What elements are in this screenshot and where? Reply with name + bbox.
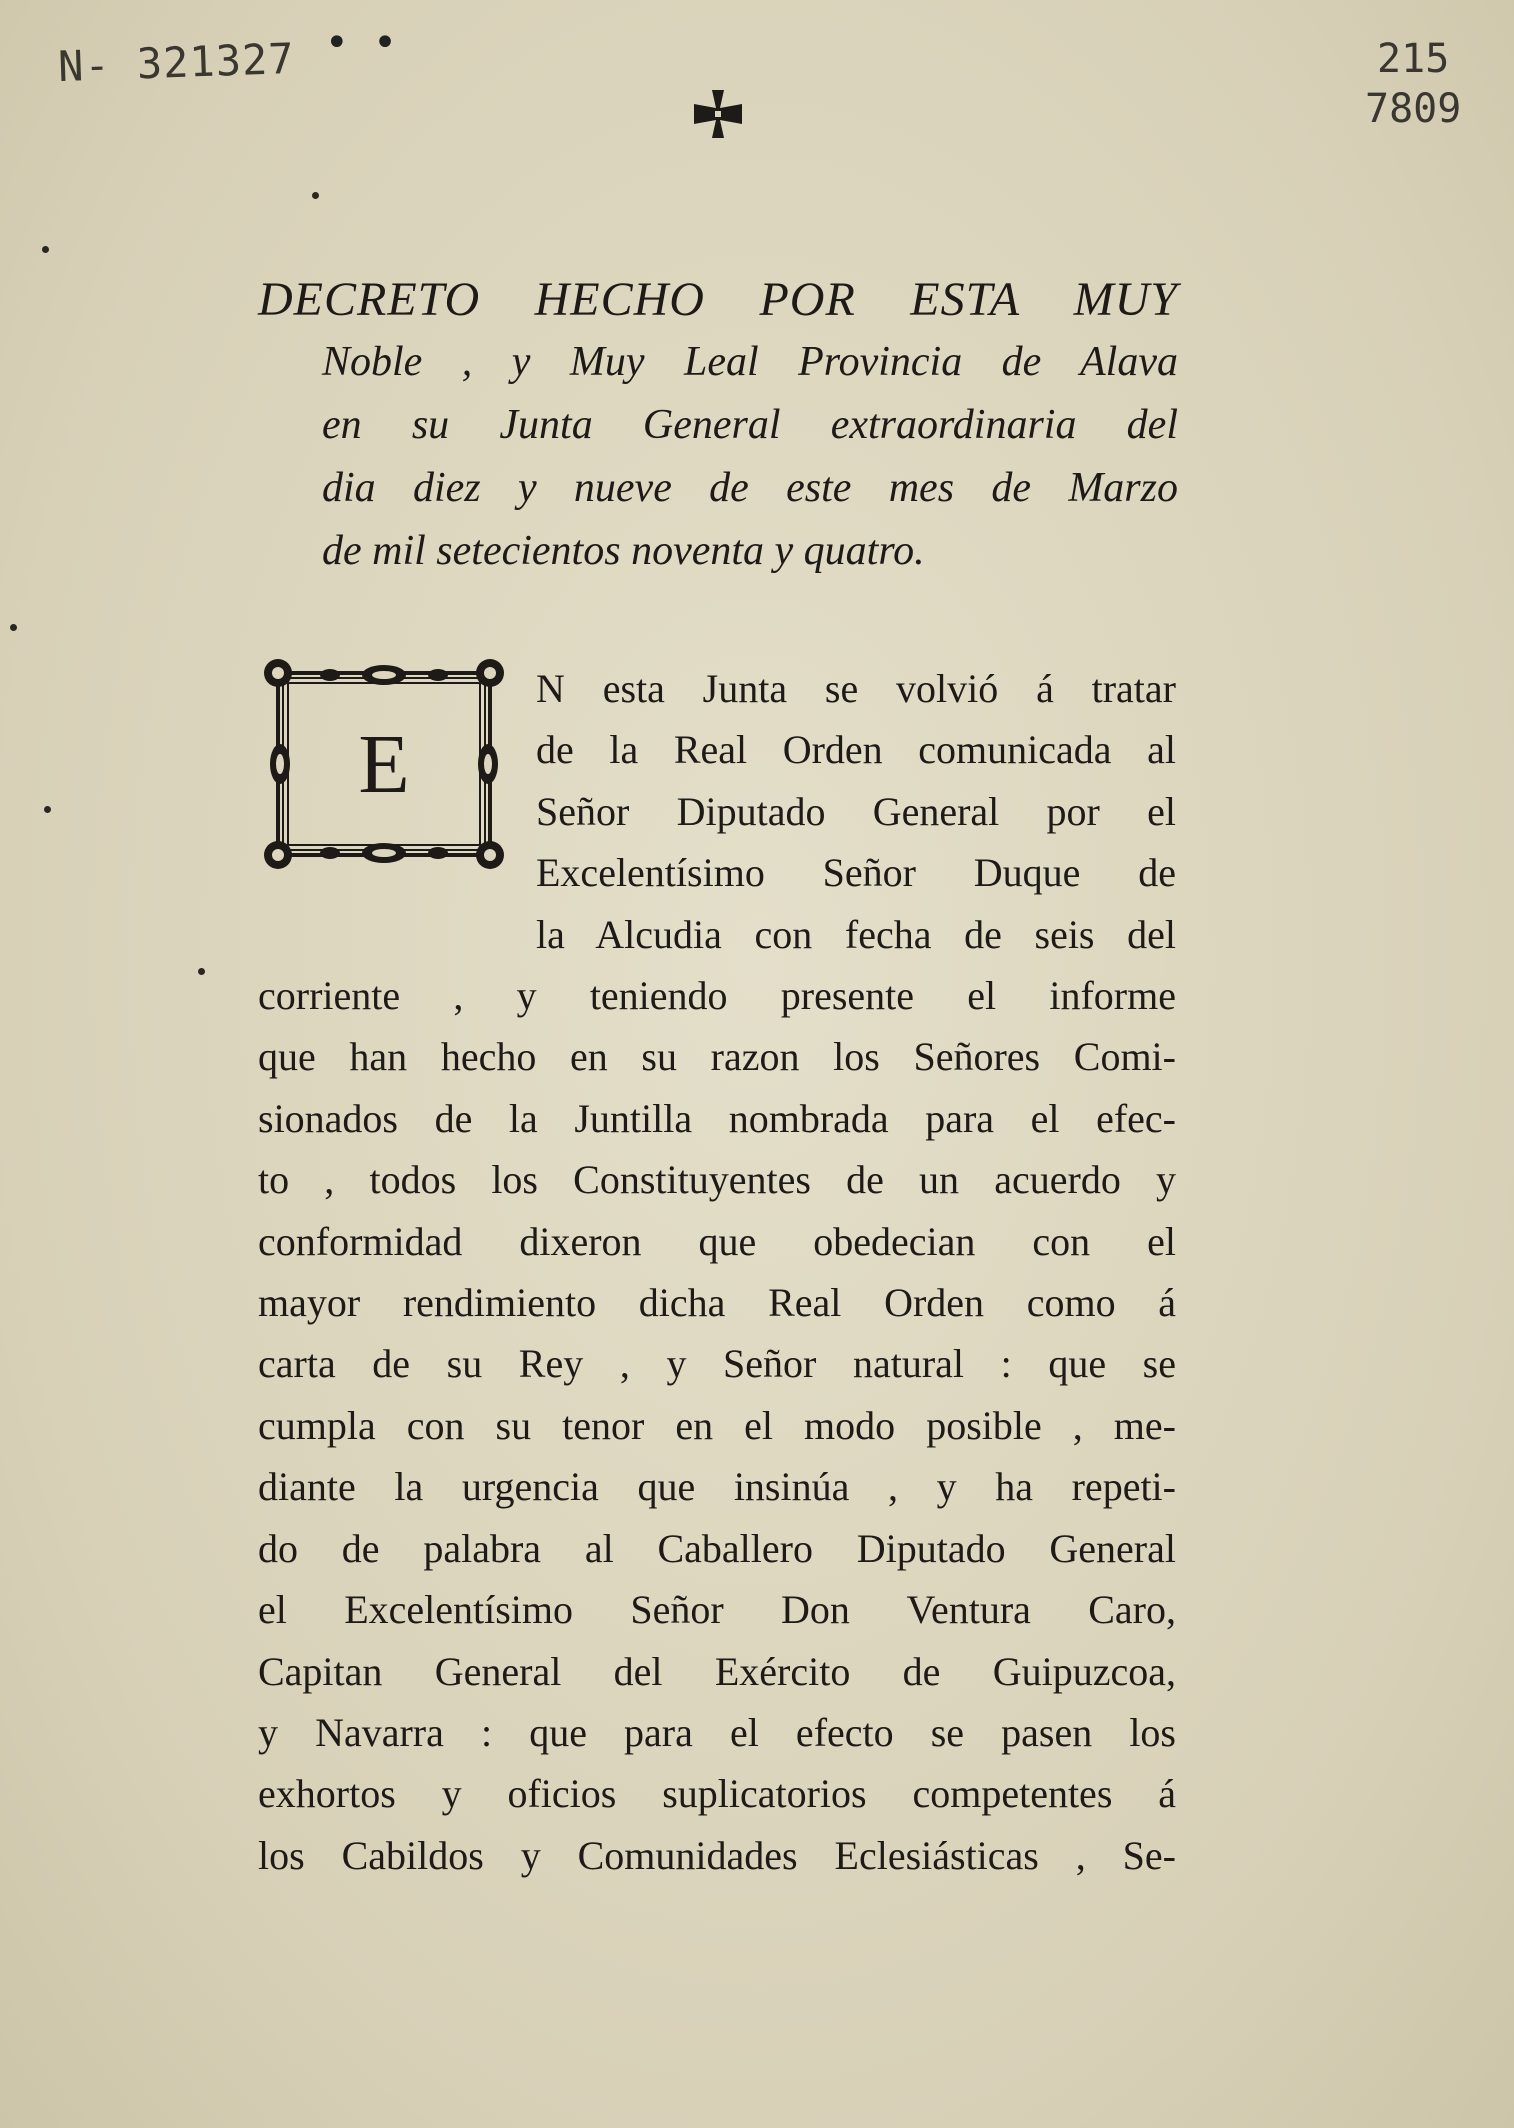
body-line: corriente , y teniendo presente el informe xyxy=(258,973,1176,1019)
heading-line-1: DECRETO HECHO POR ESTA MUY xyxy=(258,273,1178,326)
catalog-number-line-2: 7809 xyxy=(1365,86,1462,132)
archive-number-annotation: N- 321327 xyxy=(57,33,296,92)
cross-pattee-icon xyxy=(690,86,746,142)
decree-body xyxy=(258,658,1176,1886)
body-line: Señor Diputado General por el xyxy=(536,788,1176,834)
body-line: carta de su Rey , y Señor natural : que se xyxy=(258,1341,1176,1387)
body-line: exhortos y oficios suplicatorios competentes á xyxy=(258,1771,1176,1817)
heading-line-4: dia diez y nueve de este mes de Marzo xyxy=(322,465,1178,511)
catalog-number-line-1: 215 xyxy=(1377,36,1450,82)
body-line: to , todos los Constituyentes de un acuerdo y xyxy=(258,1157,1176,1203)
body-line: de la Real Orden comunicada al xyxy=(536,727,1176,773)
decree-heading xyxy=(258,268,1178,583)
body-line: cumpla con su tenor en el modo posible , me- xyxy=(258,1402,1176,1448)
body-line: do de palabra al Caballero Diputado General xyxy=(258,1525,1176,1571)
body-line: N esta Junta se volvió á tratar xyxy=(536,666,1176,711)
body-line: la Alcudia con fecha de seis del xyxy=(536,911,1176,957)
ink-dots: • • xyxy=(325,20,403,66)
body-line: y Navarra : que para el efecto se pasen los xyxy=(258,1709,1176,1755)
body-line: sionados de la Juntilla nombrada para el efec- xyxy=(258,1095,1176,1141)
catalog-number-annotation xyxy=(1365,34,1461,134)
drop-cap: E xyxy=(358,717,410,811)
body-line: diante la urgencia que insinúa , y ha repeti- xyxy=(258,1464,1176,1510)
body-line: el Excelentísimo Señor Don Ventura Caro, xyxy=(258,1587,1176,1633)
body-line: Excelentísimo Señor Duque de xyxy=(536,850,1176,896)
heading-line-3: en su Junta General extraordinaria del xyxy=(322,402,1178,448)
body-line: los Cabildos y Comunidades Eclesiásticas , Se- xyxy=(258,1832,1176,1878)
body-line: conformidad dixeron que obedecian con el xyxy=(258,1218,1176,1264)
heading-line-5: de mil setecientos noventa y quatro. xyxy=(322,528,925,574)
body-line: que han hecho en su razon los Señores Comi- xyxy=(258,1034,1176,1080)
heading-line-2: Noble , y Muy Leal Provincia de Alava xyxy=(322,339,1178,385)
body-line: Capitan General del Exército de Guipuzcoa, xyxy=(258,1648,1176,1694)
body-line: mayor rendimiento dicha Real Orden como á xyxy=(258,1280,1176,1326)
